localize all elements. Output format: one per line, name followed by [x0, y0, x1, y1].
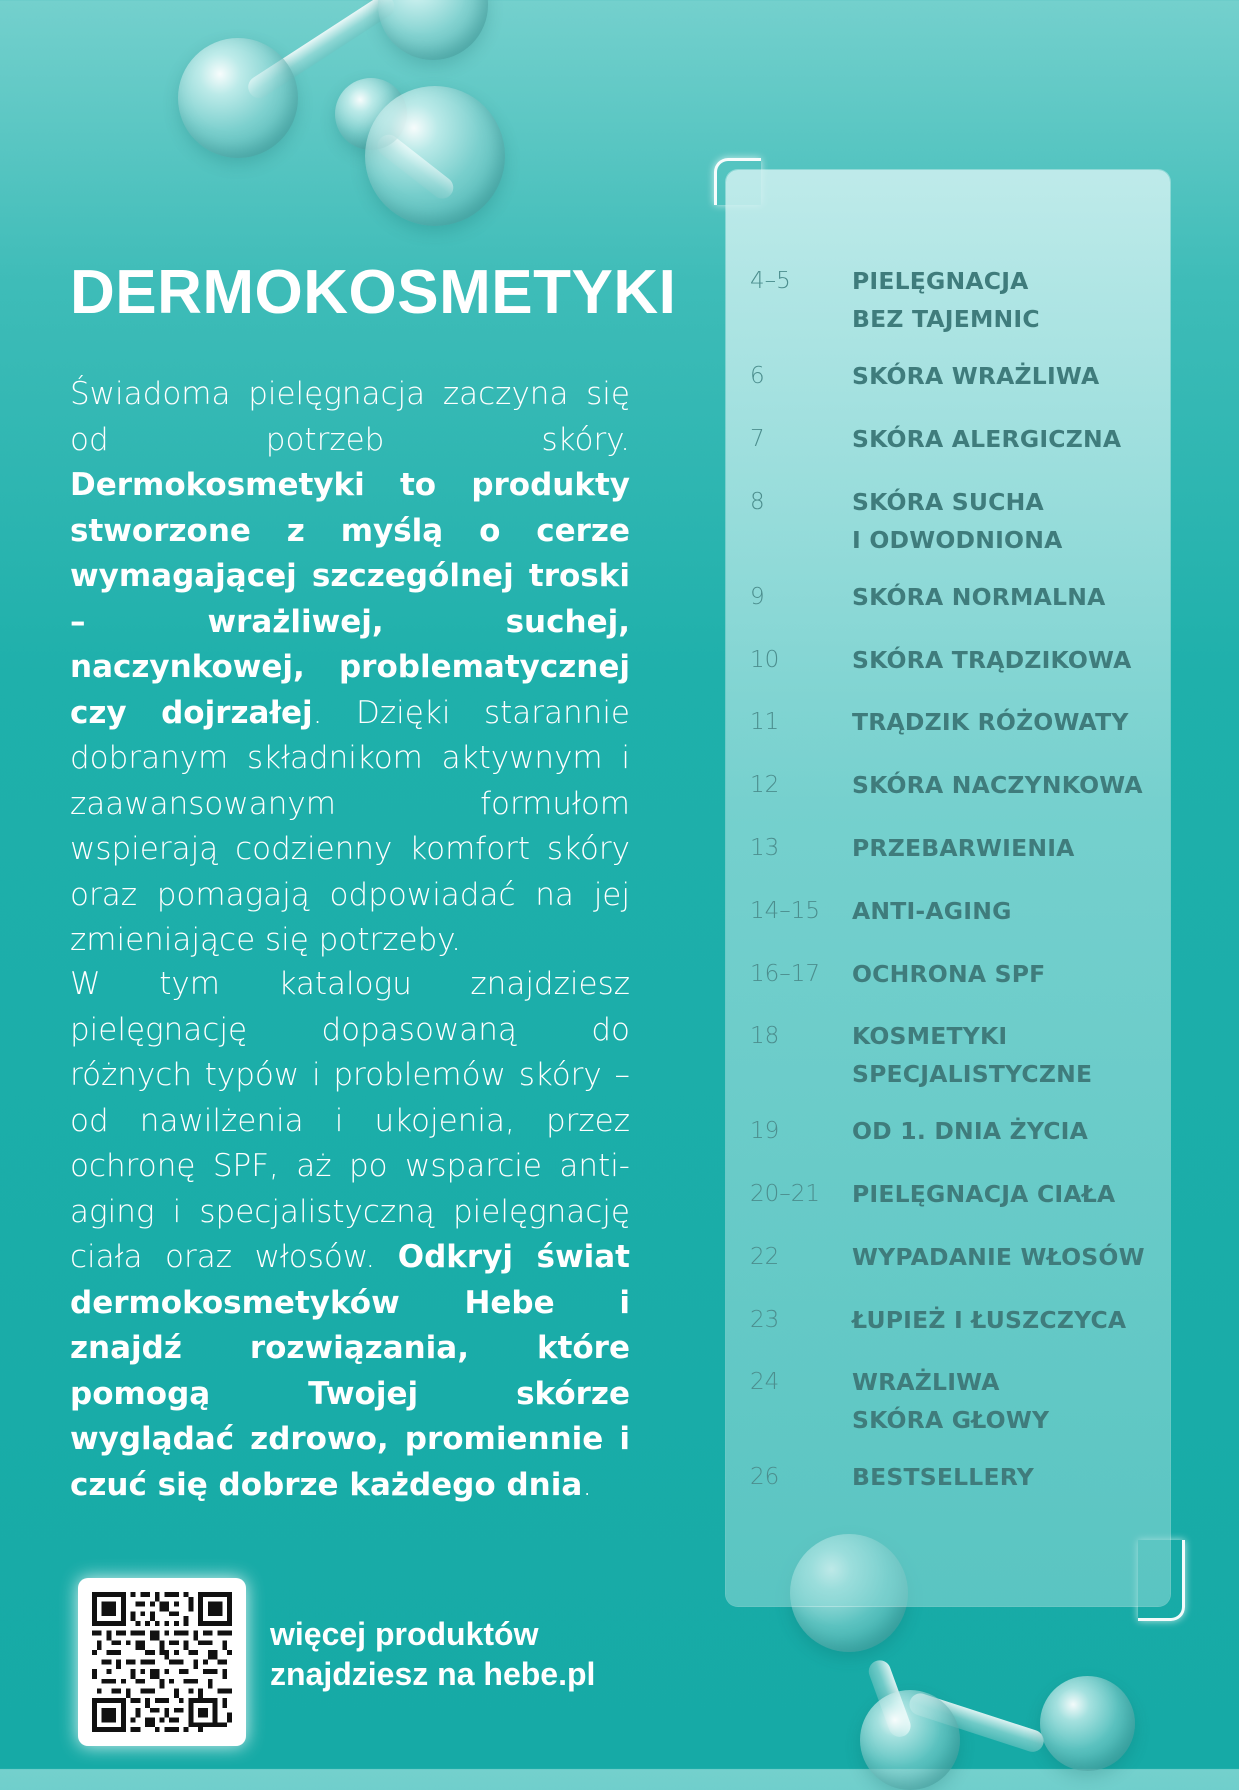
table-of-contents — [726, 170, 1170, 1606]
toc-label: OD 1. DNIA ŻYCIA — [852, 1117, 1089, 1145]
toc-label: PRZEBARWIENIA — [852, 834, 1075, 862]
qr-caption[interactable]: więcej produktów znajdziesz na hebe.pl — [270, 1616, 596, 1692]
toc-page-number: 19 — [750, 1118, 780, 1144]
toc-page-number: 12 — [750, 772, 780, 798]
intro-2-bold: Odkryj świat dermokosmetyków Hebe i znajdź rozwiązania, które pomogą Twojej skórze wyglądać zdrowo, promiennie i czuć się dobrze każdego dnia — [70, 1239, 630, 1503]
toc-label: SKÓRA WRAŻLIWA — [852, 362, 1100, 390]
toc-label: WYPADANIE WŁOSÓW — [852, 1243, 1145, 1271]
toc-page-number: 4–5 — [750, 268, 791, 294]
qr-code[interactable] — [78, 1578, 246, 1746]
toc-page-number: 24 — [750, 1369, 780, 1395]
toc-label: KOSMETYKI SPECJALISTYCZNE — [852, 1022, 1093, 1088]
toc-label: ANTI-AGING — [852, 897, 1012, 925]
toc-label: PIELĘGNACJA CIAŁA — [852, 1180, 1116, 1208]
toc-page-number: 14–15 — [750, 898, 821, 924]
toc-page-number: 11 — [750, 709, 780, 735]
toc-label: BESTSELLERY — [852, 1463, 1034, 1491]
toc-label: PIELĘGNACJA BEZ TAJEMNIC — [852, 267, 1040, 333]
page-title: DERMOKOSMETYKI — [70, 258, 677, 327]
toc-label: ŁUPIEŻ I ŁUSZCZYCA — [852, 1306, 1127, 1334]
toc-page-number: 10 — [750, 647, 780, 673]
toc-page-number: 7 — [750, 426, 765, 452]
toc-page-number: 18 — [750, 1023, 780, 1049]
toc-page-number: 23 — [750, 1307, 780, 1333]
intro-paragraph-2 — [70, 962, 630, 1508]
intro-1-text-a: Świadoma pielęgnacja zaczyna się od potrzeb skóry. — [70, 376, 630, 458]
toc-label: WRAŻLIWA SKÓRA GŁOWY — [852, 1368, 1050, 1434]
toc-page-number: 16–17 — [750, 961, 821, 987]
intro-2-text-a: W tym katalogu znajdziesz pielęgnację dopasowaną do różnych typów i problemów skóry – od nawilżenia i ukojenia, przez ochronę SPF, aż po wsparcie anti-aging i specjalistyczną pielęgnację ciała oraz włosów. — [70, 966, 630, 1275]
qr-code-icon — [92, 1592, 232, 1732]
toc-label: TRĄDZIK RÓŻOWATY — [852, 708, 1129, 736]
toc-label: SKÓRA SUCHA I ODWODNIONA — [852, 488, 1063, 554]
toc-page-number: 9 — [750, 584, 765, 610]
toc-page-number: 13 — [750, 835, 780, 861]
toc-label: SKÓRA ALERGICZNA — [852, 425, 1122, 453]
intro-1-text-b: . Dzięki starannie dobranym składnikom aktywnym i zaawansowanym formułom wspierają codzienny komfort skóry oraz pomagają odpowiadać na jej zmieniające się potrzeby. — [70, 694, 631, 958]
intro-2-text-b: . — [582, 1466, 593, 1503]
toc-page-number: 6 — [750, 363, 765, 389]
toc-label: SKÓRA NACZYNKOWA — [852, 771, 1143, 799]
toc-page-number: 8 — [750, 489, 765, 515]
toc-page-number: 26 — [750, 1464, 780, 1490]
toc-label: SKÓRA NORMALNA — [852, 583, 1106, 611]
toc-page-number: 20–21 — [750, 1181, 821, 1207]
toc-label: OCHRONA SPF — [852, 960, 1046, 988]
intro-1-bold: Dermokosmetyki to produkty stworzone z myślą o cerze wymagającej szczególnej troski – wrażliwej, suchej, naczynkowej, problematycznej czy dojrzałej — [70, 467, 630, 731]
toc-page-number: 22 — [750, 1244, 780, 1270]
molecule-decoration-top — [140, 0, 520, 230]
intro-paragraph-1 — [70, 372, 630, 964]
toc-label: SKÓRA TRĄDZIKOWA — [852, 646, 1132, 674]
